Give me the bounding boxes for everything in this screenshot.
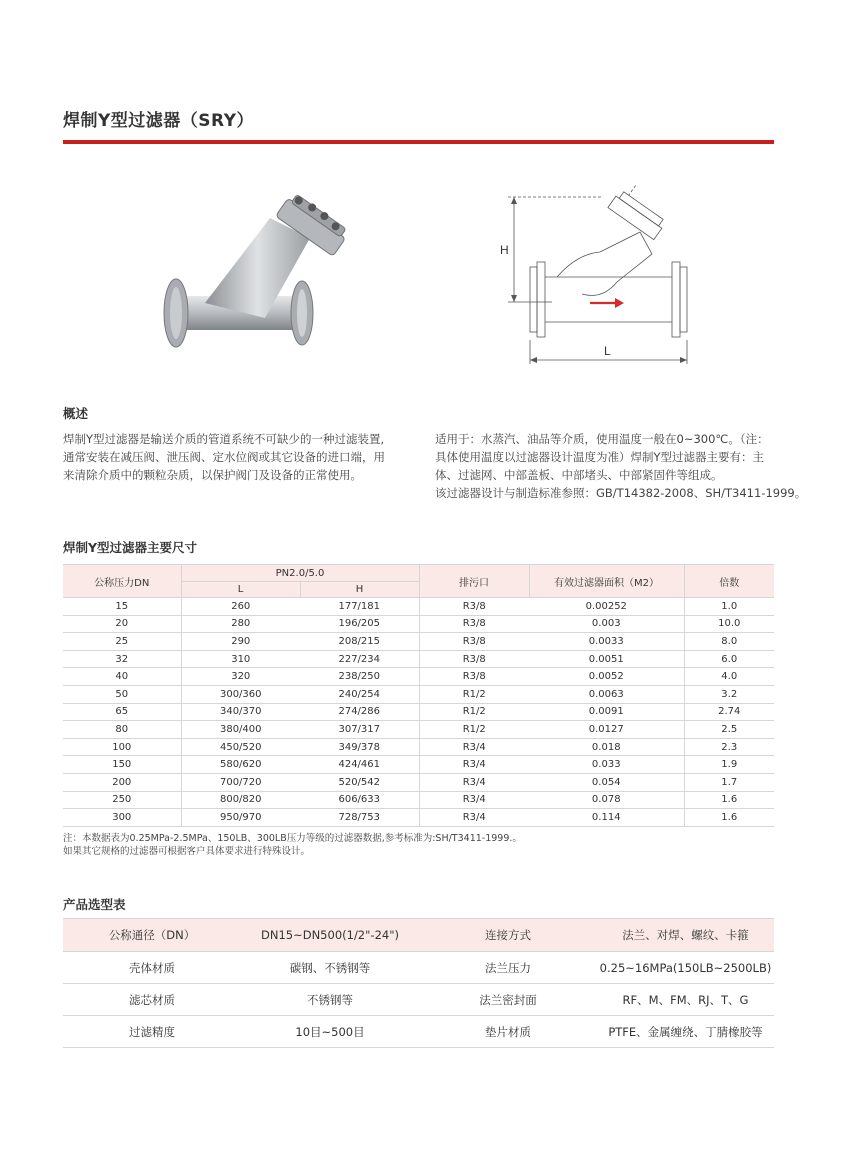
table-cell: 800/820 <box>181 791 300 809</box>
table-cell: 520/542 <box>300 773 419 791</box>
selection-row <box>63 984 774 1016</box>
table-cell: 2.5 <box>684 721 774 739</box>
col-dn: 公称压力DN <box>63 565 181 598</box>
table-cell: 150 <box>63 756 181 774</box>
table-cell: 1.0 <box>684 598 774 616</box>
selection-cell: 10目~500目 <box>241 1016 419 1048</box>
selection-cell: 不锈钢等 <box>241 984 419 1016</box>
selection-cell: 连接方式 <box>419 919 597 952</box>
table-cell: 20 <box>63 615 181 633</box>
selection-table <box>63 918 774 1048</box>
col-l: L <box>181 582 300 598</box>
label-l: L <box>604 344 611 358</box>
table-cell: 10.0 <box>684 615 774 633</box>
overview-right-line: 具体使用温度以过滤器设计温度为准）焊制Y型过滤器主要有：主 <box>435 450 765 464</box>
selection-cell: 法兰密封面 <box>419 984 597 1016</box>
table-cell: R1/2 <box>419 685 529 703</box>
selection-cell: 滤芯材质 <box>63 984 241 1016</box>
col-ratio: 倍数 <box>684 565 774 598</box>
selection-cell: 壳体材质 <box>63 952 241 984</box>
table-cell: 300/360 <box>181 685 300 703</box>
selection-cell: 0.25~16MPa(150LB~2500LB) <box>597 952 774 984</box>
table-cell: 340/370 <box>181 703 300 721</box>
table-notes <box>63 832 522 858</box>
table-cell: 196/205 <box>300 615 419 633</box>
table-cell: R3/8 <box>419 615 529 633</box>
selection-cell: 垫片材质 <box>419 1016 597 1048</box>
table-cell: 380/400 <box>181 721 300 739</box>
col-drain: 排污口 <box>419 565 529 598</box>
table-cell: 0.0063 <box>529 685 684 703</box>
table-cell: 40 <box>63 668 181 686</box>
table-cell: 80 <box>63 721 181 739</box>
overview-right <box>435 430 815 502</box>
table-cell: 0.033 <box>529 756 684 774</box>
table-cell: 1.7 <box>684 773 774 791</box>
selection-cell: 法兰、对焊、螺纹、卡箍 <box>597 919 774 952</box>
selection-row <box>63 1016 774 1048</box>
table-cell: 227/234 <box>300 650 419 668</box>
table-cell: R3/4 <box>419 756 529 774</box>
table-cell: 0.0033 <box>529 633 684 651</box>
table-cell: R3/8 <box>419 650 529 668</box>
table-cell: R3/8 <box>419 598 529 616</box>
col-pn: PN2.0/5.0 <box>181 565 419 582</box>
table-cell: 728/753 <box>300 809 419 827</box>
product-photo <box>150 178 370 378</box>
table-cell: 424/461 <box>300 756 419 774</box>
note-line: 注：本数据表为0.25MPa-2.5MPa、150LB、300LB压力等级的过滤器数据,参考标准为:SH/T3411-1999.。 <box>63 833 522 844</box>
selection-cell: DN15~DN500(1/2"-24") <box>241 919 419 952</box>
overview-heading: 概述 <box>63 406 89 421</box>
table-row <box>63 791 774 809</box>
note-line: 如果其它规格的过滤器可根据客户具体要求进行特殊设计。 <box>63 846 311 857</box>
table-row <box>63 615 774 633</box>
overview-right-line: 该过滤器设计与制造标准参照：GB/T14382-2008、SH/T3411-1999。 <box>435 486 807 500</box>
selection-cell: PTFE、金属缠绕、丁腈橡胶等 <box>597 1016 774 1048</box>
table-cell: R3/8 <box>419 633 529 651</box>
table-cell: 32 <box>63 650 181 668</box>
table-cell: 950/970 <box>181 809 300 827</box>
overview-left-line: 来清除介质中的颗粒杂质，以保护阀门及设备的正常使用。 <box>63 468 362 482</box>
overview-right-line: 体、过滤网、中部盖板、中部堵头、中部紧固件等组成。 <box>435 468 723 482</box>
table-cell: 606/633 <box>300 791 419 809</box>
page-title: 焊制Y型过滤器（SRY） <box>63 111 255 131</box>
table-cell: R3/4 <box>419 791 529 809</box>
table-row <box>63 756 774 774</box>
table-cell: R1/2 <box>419 721 529 739</box>
table-row <box>63 668 774 686</box>
table-row <box>63 650 774 668</box>
selection-row <box>63 952 774 984</box>
table-cell: 8.0 <box>684 633 774 651</box>
table-cell: 0.078 <box>529 791 684 809</box>
overview-right-line: 适用于：水蒸汽、油品等介质，使用温度一般在0~300℃。（注： <box>435 432 769 446</box>
table-cell: 65 <box>63 703 181 721</box>
table-cell: 15 <box>63 598 181 616</box>
selection-cell: 过滤精度 <box>63 1016 241 1048</box>
selection-cell: 公称通径（DN） <box>63 919 241 952</box>
table-cell: 6.0 <box>684 650 774 668</box>
table-cell: 274/286 <box>300 703 419 721</box>
table-cell: 700/720 <box>181 773 300 791</box>
table-cell: R3/4 <box>419 738 529 756</box>
table-row <box>63 633 774 651</box>
table-cell: R3/4 <box>419 809 529 827</box>
table-cell: 240/254 <box>300 685 419 703</box>
selection-cell: 碳钢、不锈钢等 <box>241 952 419 984</box>
table-cell: 0.0051 <box>529 650 684 668</box>
table-cell: 280 <box>181 615 300 633</box>
table-row <box>63 598 774 616</box>
overview-left <box>63 430 408 484</box>
selection-row <box>63 919 774 952</box>
table-cell: R1/2 <box>419 703 529 721</box>
table-cell: 320 <box>181 668 300 686</box>
col-h: H <box>300 582 419 598</box>
table-cell: 0.00252 <box>529 598 684 616</box>
title-rule <box>63 140 774 144</box>
table-cell: 349/378 <box>300 738 419 756</box>
table-row <box>63 703 774 721</box>
table-cell: 100 <box>63 738 181 756</box>
table-cell: 307/317 <box>300 721 419 739</box>
overview-left-line: 焊制Y型过滤器是输送介质的管道系统不可缺少的一种过滤装置, <box>63 432 385 446</box>
table-row <box>63 721 774 739</box>
selection-cell: RF、M、FM、RJ、T、G <box>597 984 774 1016</box>
table-cell: 0.0052 <box>529 668 684 686</box>
table-row <box>63 685 774 703</box>
label-h: H <box>500 243 509 257</box>
dimension-drawing <box>492 182 722 377</box>
table-cell: 3.2 <box>684 685 774 703</box>
dims-heading: 焊制Y型过滤器主要尺寸 <box>63 540 198 555</box>
table-cell: 0.0091 <box>529 703 684 721</box>
table-cell: 208/215 <box>300 633 419 651</box>
selection-heading: 产品选型表 <box>63 897 126 912</box>
table-cell: 1.6 <box>684 809 774 827</box>
table-cell: 0.054 <box>529 773 684 791</box>
table-cell: 2.3 <box>684 738 774 756</box>
table-cell: 310 <box>181 650 300 668</box>
table-cell: 290 <box>181 633 300 651</box>
table-cell: 4.0 <box>684 668 774 686</box>
table-cell: 1.6 <box>684 791 774 809</box>
table-cell: 25 <box>63 633 181 651</box>
table-cell: 1.9 <box>684 756 774 774</box>
table-cell: 450/520 <box>181 738 300 756</box>
table-cell: R3/4 <box>419 773 529 791</box>
table-row <box>63 738 774 756</box>
table-cell: 200 <box>63 773 181 791</box>
table-cell: 2.74 <box>684 703 774 721</box>
table-cell: 0.0127 <box>529 721 684 739</box>
table-row <box>63 773 774 791</box>
dimensions-table <box>63 564 774 827</box>
table-cell: 0.114 <box>529 809 684 827</box>
table-cell: 0.003 <box>529 615 684 633</box>
overview-left-line: 通常安装在减压阀、泄压阀、定水位阀或其它设备的进口端，用 <box>63 450 385 464</box>
table-cell: 0.018 <box>529 738 684 756</box>
table-cell: 250 <box>63 791 181 809</box>
col-area: 有效过滤器面积（M2） <box>529 565 684 598</box>
selection-cell: 法兰压力 <box>419 952 597 984</box>
table-cell: 580/620 <box>181 756 300 774</box>
table-cell: 238/250 <box>300 668 419 686</box>
table-row <box>63 809 774 827</box>
table-cell: R3/8 <box>419 668 529 686</box>
table-cell: 260 <box>181 598 300 616</box>
table-cell: 300 <box>63 809 181 827</box>
table-cell: 177/181 <box>300 598 419 616</box>
table-cell: 50 <box>63 685 181 703</box>
